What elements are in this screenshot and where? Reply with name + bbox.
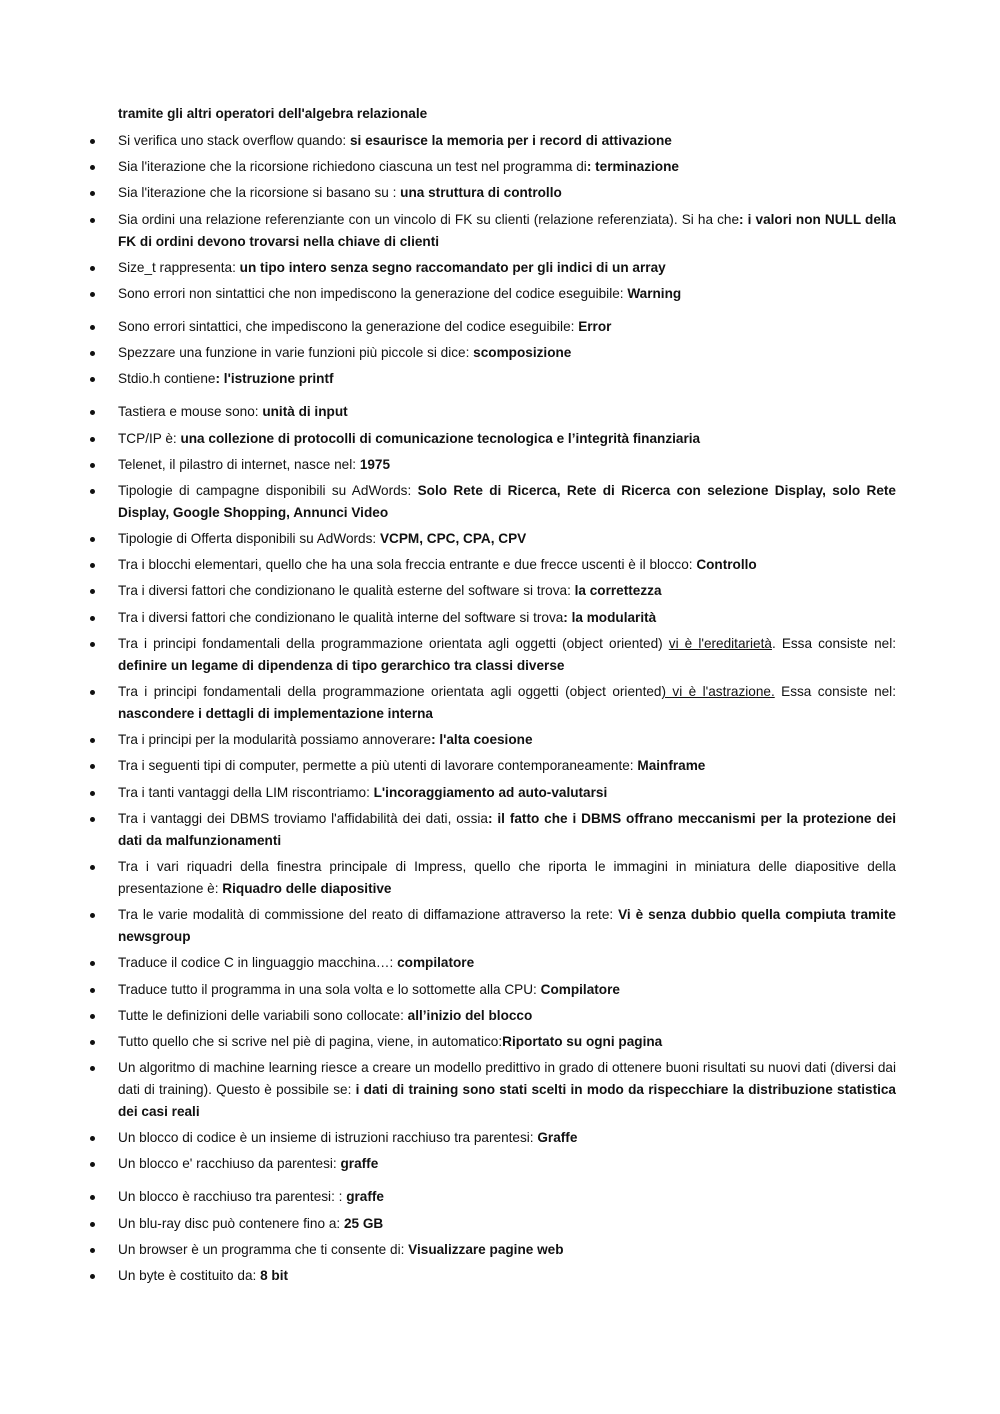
list-item — [90, 1213, 896, 1235]
list-item — [90, 1005, 896, 1027]
list-item — [90, 528, 896, 550]
question-text: Tra i principi fondamentali della programmazione orientata agli oggetti (object oriented — [118, 684, 662, 699]
list-item — [90, 729, 896, 751]
question-text: Tutte le definizioni delle variabili sono collocate: — [118, 1007, 408, 1023]
question-text: Un algoritmo di machine learning riesce a creare un modello predittivo in grado di ottenere buoni risultati su nuovi dati (diversi dai dati di training). Questo è possibile se: — [118, 1060, 896, 1098]
list-item — [90, 952, 896, 974]
answer-text: Solo Rete di Ricerca, Rete di Ricerca con selezione Display, solo Rete Display, Google Shopping, Annunci Video — [118, 482, 896, 520]
answer-text: i dati di training sono stati scelti in modo da rispecchiare la distribuzione statistica dei casi reali — [118, 1082, 896, 1120]
bullet-icon — [90, 1274, 95, 1279]
question-continuation: . Essa consiste nel: — [771, 635, 896, 651]
bullet-icon — [90, 1014, 95, 1019]
list-item — [90, 182, 896, 204]
question-text: Tra i diversi fattori che condizionano le qualità interne del software si trova — [118, 609, 564, 625]
answer-text: VCPM, CPC, CPA, CPV — [379, 531, 527, 547]
bullet-icon — [90, 292, 95, 297]
bullet-icon — [90, 1040, 95, 1045]
bullet-icon — [90, 537, 95, 542]
question-text: Sia l'iterazione che la ricorsione richiedono ciascuna un test nel programma di — [118, 159, 587, 175]
bullet-icon — [90, 1222, 95, 1227]
bullet-icon — [90, 791, 95, 796]
bullet-icon — [90, 410, 95, 415]
answer-text: : i valori non NULL della FK di ordini devono trovarsi nella chiave di clienti — [118, 211, 896, 249]
bullet-icon — [90, 325, 95, 330]
list-item — [90, 1265, 896, 1287]
question-text: Tra i blocchi elementari, quello che ha una sola freccia entrante e due frecce uscenti è il blocco: — [118, 557, 697, 573]
answer-text: Warning — [627, 285, 682, 301]
list-item — [90, 428, 896, 450]
question-text: Si verifica uno stack overflow quando: — [118, 133, 350, 148]
bullet-icon — [90, 165, 95, 170]
bullet-icon — [90, 377, 95, 382]
answer-text: scomposizione — [473, 345, 572, 361]
answer-text: si esaurisce la memoria per i record di attivazione — [349, 133, 672, 148]
bullet-icon — [90, 1066, 95, 1071]
bullet-icon — [90, 218, 95, 223]
quiz-list — [90, 130, 896, 1291]
question-text: Un byte è costituito da: — [118, 1268, 261, 1283]
list-item — [90, 782, 896, 804]
list-item — [90, 257, 896, 279]
answer-text: Error — [578, 318, 612, 334]
answer-text: la correttezza — [574, 583, 662, 599]
bullet-icon — [90, 139, 95, 144]
list-item — [90, 156, 896, 178]
question-text: Traduce tutto il programma in una sola volta e lo sottomette alla CPU: — [118, 981, 541, 997]
bullet-icon — [90, 1162, 95, 1167]
bullet-icon — [90, 463, 95, 468]
question-text: Telenet, il pilastro di internet, nasce nel: — [118, 456, 360, 472]
continued-answer: tramite gli altri operatori dell'algebra relazionale — [118, 106, 428, 121]
answer-text: 8 bit — [260, 1268, 289, 1283]
bullet-icon — [90, 351, 95, 356]
list-item — [90, 342, 896, 364]
list-item — [90, 755, 896, 777]
question-text: Tutto quello che si scrive nel piè di pagina, viene, in automatico: — [118, 1033, 503, 1049]
question-text: Spezzare una funzione in varie funzioni più piccole si dice: — [118, 345, 474, 361]
bullet-icon — [90, 191, 95, 196]
question-text: Tipologie di Offerta disponibili su AdWords: — [118, 531, 380, 547]
bullet-icon — [90, 1248, 95, 1253]
answer-text: Riquadro delle diapositive — [222, 880, 392, 896]
list-item — [90, 1153, 896, 1175]
bullet-icon — [90, 961, 95, 966]
question-text: Tra i vari riquadri della finestra principale di Impress, quello che riporta le immagini in miniatura delle diapositive della presentazione è: — [118, 858, 896, 896]
answer-text: Graffe — [537, 1130, 578, 1146]
bullet-icon — [90, 988, 95, 993]
question-text: Tastiera e mouse sono: — [118, 404, 263, 420]
question-text: Un blu-ray disc può contenere fino a: — [118, 1215, 344, 1231]
answer-text: un tipo intero senza segno raccomandato per gli indici di un array — [239, 259, 666, 275]
list-item — [90, 1057, 896, 1123]
question-text: TCP/IP è: — [118, 430, 181, 446]
bullet-icon — [90, 437, 95, 442]
list-item — [90, 633, 896, 677]
bullet-icon — [90, 738, 95, 743]
list-item — [90, 1186, 896, 1208]
answer-text: unità di input — [262, 404, 348, 420]
list-item — [90, 1031, 896, 1053]
question-text: Tra i diversi fattori che condizionano le qualità esterne del software si trova: — [118, 583, 575, 599]
question-text: Traduce il codice C in linguaggio macchina…: — [118, 955, 398, 971]
answer-text: compilatore — [397, 955, 475, 971]
list-item — [90, 130, 896, 152]
list-item — [90, 681, 896, 725]
answer-text: Controllo — [696, 557, 757, 573]
answer-text: graffe — [346, 1189, 384, 1205]
answer-text: : l'alta coesione — [431, 732, 533, 748]
bullet-icon — [90, 690, 95, 695]
list-item — [90, 209, 896, 253]
bullet-icon — [90, 817, 95, 822]
bullet-icon — [90, 1136, 95, 1141]
question-text: Tipologie di campagne disponibili su AdWords: — [118, 482, 418, 498]
list-item — [90, 1239, 896, 1261]
question-text: Tra i principi per la modularità possiamo annoverare — [118, 732, 432, 748]
question-text: Tra i vantaggi dei DBMS troviamo l'affidabilità dei dati, ossia — [118, 810, 488, 826]
list-item — [90, 454, 896, 476]
underlined-text: vi è l'ereditarietà — [668, 635, 772, 651]
question-text: Sono errori non sintattici che non impediscono la generazione del codice eseguibile: — [118, 285, 628, 301]
list-item — [90, 856, 896, 900]
question-text: Un blocco è racchiuso tra parentesi: : — [118, 1189, 347, 1205]
answer-text: una collezione di protocolli di comunicazione tecnologica e l’integrità finanziaria — [180, 430, 701, 446]
answer-text: all’inizio del blocco — [407, 1007, 533, 1023]
bullet-icon — [90, 642, 95, 647]
answer-text: Compilatore — [540, 981, 620, 997]
answer-text: una struttura di controllo — [400, 185, 562, 201]
bullet-icon — [90, 764, 95, 769]
question-text: Sia ordini una relazione referenziante con un vincolo di FK su clienti (relazione referenziata). Si ha che — [118, 211, 740, 227]
answer-text: Riportato su ogni pagina — [502, 1033, 663, 1049]
answer-text: Vi è senza dubbio quella compiuta tramite newsgroup — [118, 907, 896, 945]
answer-text: Visualizzare pagine web — [408, 1241, 564, 1257]
list-item — [90, 808, 896, 852]
answer-text: nascondere i dettagli di implementazione interna — [118, 706, 433, 721]
question-text: Un blocco di codice è un insieme di istruzioni racchiuso tra parentesi: — [118, 1130, 538, 1146]
question-continuation: Essa consiste nel: — [774, 684, 896, 699]
bullet-icon — [90, 913, 95, 918]
list-item — [90, 480, 896, 524]
list-item — [90, 979, 896, 1001]
question-text: Tra le varie modalità di commissione del reato di diffamazione attraverso la rete: — [118, 907, 619, 923]
answer-text: 1975 — [359, 456, 391, 472]
list-item — [90, 316, 896, 338]
bullet-icon — [90, 1195, 95, 1200]
question-text: Tra i tanti vantaggi della LIM riscontriamo: — [118, 784, 374, 800]
list-item — [90, 607, 896, 629]
question-text: Sia l'iterazione che la ricorsione si basano su : — [118, 185, 401, 201]
bullet-icon — [90, 865, 95, 870]
underlined-text: ) vi è l'astrazione. — [661, 684, 775, 699]
list-item — [90, 1127, 896, 1149]
bullet-icon — [90, 489, 95, 494]
list-item — [90, 401, 896, 423]
answer-text: Mainframe — [637, 758, 706, 774]
question-text: Size_t rappresenta: — [118, 259, 240, 275]
answer-text: : il fatto che i DBMS offrano meccanismi per la protezione dei dati da malfunzionamenti — [118, 810, 896, 848]
bullet-icon — [90, 266, 95, 271]
bullet-icon — [90, 589, 95, 594]
question-text: Un blocco e' racchiuso da parentesi: — [118, 1156, 341, 1172]
question-text: Sono errori sintattici, che impediscono la generazione del codice eseguibile: — [118, 318, 579, 334]
answer-text: : l'istruzione printf — [215, 371, 334, 387]
question-text: Tra i seguenti tipi di computer, permette a più utenti di lavorare contemporaneamente: — [118, 758, 638, 774]
list-item — [90, 283, 896, 305]
question-text: Un browser è un programma che ti consente di: — [118, 1241, 409, 1257]
list-item — [90, 368, 896, 390]
list-item — [90, 580, 896, 602]
list-item — [90, 904, 896, 948]
bullet-icon — [90, 616, 95, 621]
answer-text: graffe — [340, 1156, 379, 1172]
list-item — [90, 554, 896, 576]
question-text: Stdio.h contiene — [118, 371, 216, 387]
answer-text: : la modularità — [563, 609, 657, 625]
question-text: Tra i principi fondamentali della programmazione orientata agli oggetti (object oriented) — [118, 635, 669, 651]
answer-text: 25 GB — [343, 1215, 384, 1231]
answer-text: L'incoraggiamento ad auto-valutarsi — [373, 784, 608, 800]
answer-text: definire un legame di dipendenza di tipo gerarchico tra classi diverse — [118, 657, 565, 673]
bullet-icon — [90, 563, 95, 568]
answer-text: : terminazione — [586, 159, 679, 175]
